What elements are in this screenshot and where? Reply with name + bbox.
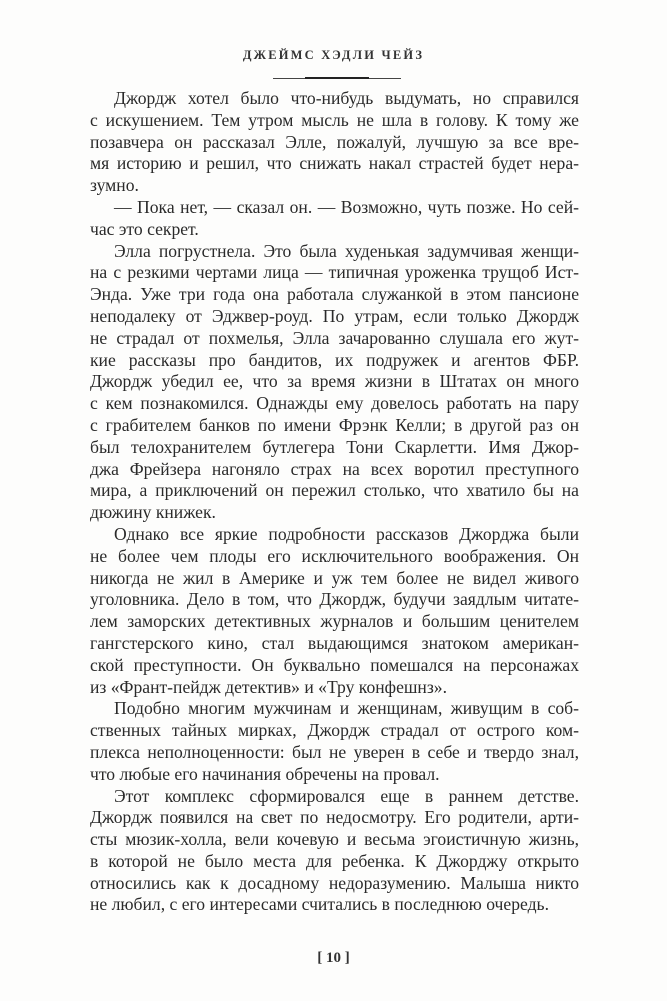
text-line: на с резкими чертами лица — типичная уроженка трущоб Ист- xyxy=(90,262,579,283)
text-line: Джордж убедил ее, что за время жизни в Штатах он много xyxy=(90,371,579,392)
paragraph xyxy=(90,698,579,785)
paragraph xyxy=(90,786,579,917)
text-line: из «Франт-пейдж детектив» и «Тру конфешнз». xyxy=(90,676,447,697)
text-line: ственных тайных мирках, Джордж страдал от острого ком- xyxy=(90,720,579,741)
text-line: Джордж хотел было что-нибудь выдумать, но справился xyxy=(114,88,579,108)
text-line: Джордж появился на свет по недосмотру. Его родители, арти- xyxy=(90,807,579,828)
body-text xyxy=(90,88,579,916)
text-line: Однако все яркие подробности рассказов Джорджа были xyxy=(114,523,579,544)
text-line: что любые его начинания обречены на провал. xyxy=(90,763,440,784)
text-line: не страдал от похмелья, Элла зачарованно слушала его жут- xyxy=(90,327,579,348)
paragraph xyxy=(90,241,579,524)
page-number: [ 10 ] xyxy=(317,950,350,966)
text-line: лем заморских детективных журналов и большим ценителем xyxy=(90,611,579,632)
paragraph xyxy=(90,524,579,698)
paragraph xyxy=(90,197,579,241)
text-line: мира, а приключений он пережил столько, что хватило бы на xyxy=(90,480,579,501)
text-line: никогда не жил в Америке и уж тем более не видел живого xyxy=(90,567,579,588)
text-line: Энда. Уже три года она работала служанкой в этом пансионе xyxy=(90,284,579,305)
text-line: дюжину книжек. xyxy=(90,502,216,523)
text-line: не более чем плоды его исключительного воображения. Он xyxy=(90,545,579,566)
text-line: с грабителем банков по имени Фрэнк Келли; в другой раз он xyxy=(90,414,579,435)
text-line: уголовника. Дело в том, что Джордж, будучи заядлым читате- xyxy=(90,589,579,610)
text-line: позавчера он рассказал Элле, пожалуй, лучшую за все вре- xyxy=(90,131,579,152)
text-line: с искушением. Тем утром мысль не шла в голову. К тому же xyxy=(90,109,579,130)
text-line: гангстерского кино, стал выдающимся знатоком американ- xyxy=(90,632,579,653)
text-line: относились как к досадному недоразумению. Малыша никто xyxy=(90,872,579,893)
text-line: неподалеку от Эджвер-роуд. По утрам, если только Джордж xyxy=(90,305,579,326)
running-head-author: ДЖЕЙМС ХЭДЛИ ЧЕЙЗ xyxy=(242,48,425,62)
text-line: кие рассказы про бандитов, их подружек и агентов ФБР. xyxy=(90,349,579,370)
text-line: сты мюзик-холла, вели кочевую и весьма эгоистичную жизнь, xyxy=(90,829,579,850)
text-line: в которой не было места для ребенка. К Джорджу открыто xyxy=(90,850,579,871)
text-line: мя историю и решил, что снижать накал страстей будет нера- xyxy=(90,153,579,174)
text-line: час это секрет. xyxy=(90,218,199,239)
text-line: Этот комплекс сформировался еще в раннем детстве. xyxy=(114,785,579,806)
text-line: зумно. xyxy=(90,175,139,196)
text-line: Элла погрустнела. Это была худенькая задумчивая женщи- xyxy=(114,240,579,261)
text-line: с кем познакомился. Однажды ему довелось работать на пару xyxy=(90,393,579,414)
text-line: Подобно многим мужчинам и женщинам, живущим в соб- xyxy=(114,698,579,719)
text-line: — Пока нет, — сказал он. — Возможно, чуть позже. Но сей- xyxy=(114,196,579,217)
text-line: был телохранителем бутлегера Тони Скарлетти. Имя Джор- xyxy=(90,436,579,457)
text-line: плекса неполноценности: был не уверен в себе и твердо знал, xyxy=(90,741,579,762)
header-divider xyxy=(273,78,401,79)
text-line: ской преступности. Он буквально помешался на персонажах xyxy=(90,654,579,675)
text-line: не любил, с его интересами считались в последнюю очередь. xyxy=(90,894,549,915)
text-line: джа Фрейзера нагоняло страх на всех воротил преступного xyxy=(90,458,579,479)
paragraph xyxy=(90,88,579,197)
